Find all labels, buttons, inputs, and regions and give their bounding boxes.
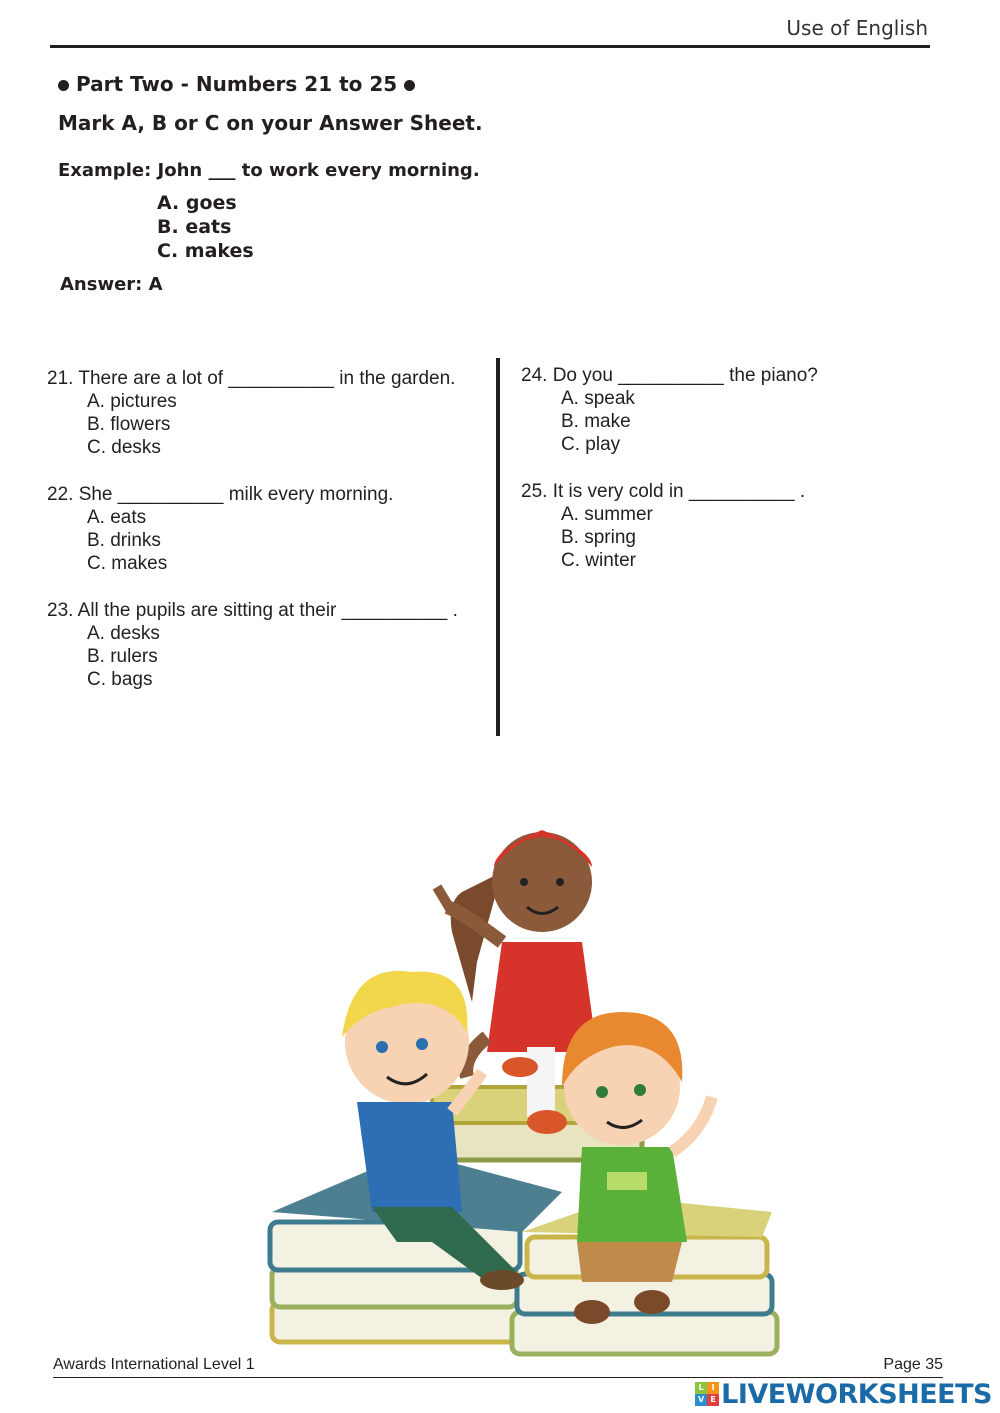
logo-letter-i: I xyxy=(707,1382,719,1394)
option-c[interactable]: C. makes xyxy=(87,553,168,574)
option-c[interactable]: C. play xyxy=(561,434,621,455)
example-option: A. goes xyxy=(157,192,237,214)
question-stem: 21. There are a lot of __________ in the garden. xyxy=(47,368,456,389)
logo-letter-v: V xyxy=(695,1394,707,1406)
header-rule xyxy=(50,45,930,48)
option-c[interactable]: C. winter xyxy=(561,550,636,571)
question-stem: 25. It is very cold in __________ . xyxy=(521,481,806,502)
option-b[interactable]: B. rulers xyxy=(87,646,158,667)
question-21 xyxy=(47,367,455,459)
question-stem: 24. Do you __________ the piano? xyxy=(521,365,818,386)
question-24 xyxy=(521,364,818,456)
column-divider xyxy=(496,358,500,736)
option-b[interactable]: B. flowers xyxy=(87,414,171,435)
option-b[interactable]: B. spring xyxy=(561,527,636,548)
instruction: Mark A, B or C on your Answer Sheet. xyxy=(58,111,483,135)
example-options xyxy=(157,191,254,263)
liveworksheets-mark-icon xyxy=(695,1382,719,1406)
question-stem: 22. She __________ milk every morning. xyxy=(47,484,394,505)
brand-name: LIVEWORKSHEETS xyxy=(721,1378,992,1410)
question-stem: 23. All the pupils are sitting at their __________ . xyxy=(47,600,458,621)
children-on-books-illustration xyxy=(262,812,782,1367)
option-a[interactable]: A. desks xyxy=(87,623,160,644)
option-c[interactable]: C. desks xyxy=(87,437,161,458)
option-a[interactable]: A. summer xyxy=(561,504,653,525)
bullet-icon xyxy=(404,80,415,91)
footer-level: Awards International Level 1 xyxy=(53,1356,255,1373)
section-label: Use of English xyxy=(786,16,928,40)
example-answer: Answer: A xyxy=(60,274,163,295)
example-stem: Example: John ___ to work every morning. xyxy=(58,160,480,181)
liveworksheets-logo[interactable] xyxy=(695,1378,992,1410)
logo-letter-e: E xyxy=(707,1394,719,1406)
bullet-icon xyxy=(58,80,69,91)
option-a[interactable]: A. eats xyxy=(87,507,147,528)
option-b[interactable]: B. drinks xyxy=(87,530,161,551)
logo-letter-l: L xyxy=(695,1382,707,1394)
question-23 xyxy=(47,599,458,691)
option-c[interactable]: C. bags xyxy=(87,669,153,690)
question-22 xyxy=(47,483,393,575)
question-25 xyxy=(521,480,805,572)
option-a[interactable]: A. pictures xyxy=(87,391,177,412)
part-title: Part Two - Numbers 21 to 25 xyxy=(75,72,398,96)
example-option: C. makes xyxy=(157,240,254,262)
page-number: Page 35 xyxy=(883,1356,943,1373)
part-heading xyxy=(58,72,415,96)
option-b[interactable]: B. make xyxy=(561,411,631,432)
example-option: B. eats xyxy=(157,216,232,238)
option-a[interactable]: A. speak xyxy=(561,388,635,409)
